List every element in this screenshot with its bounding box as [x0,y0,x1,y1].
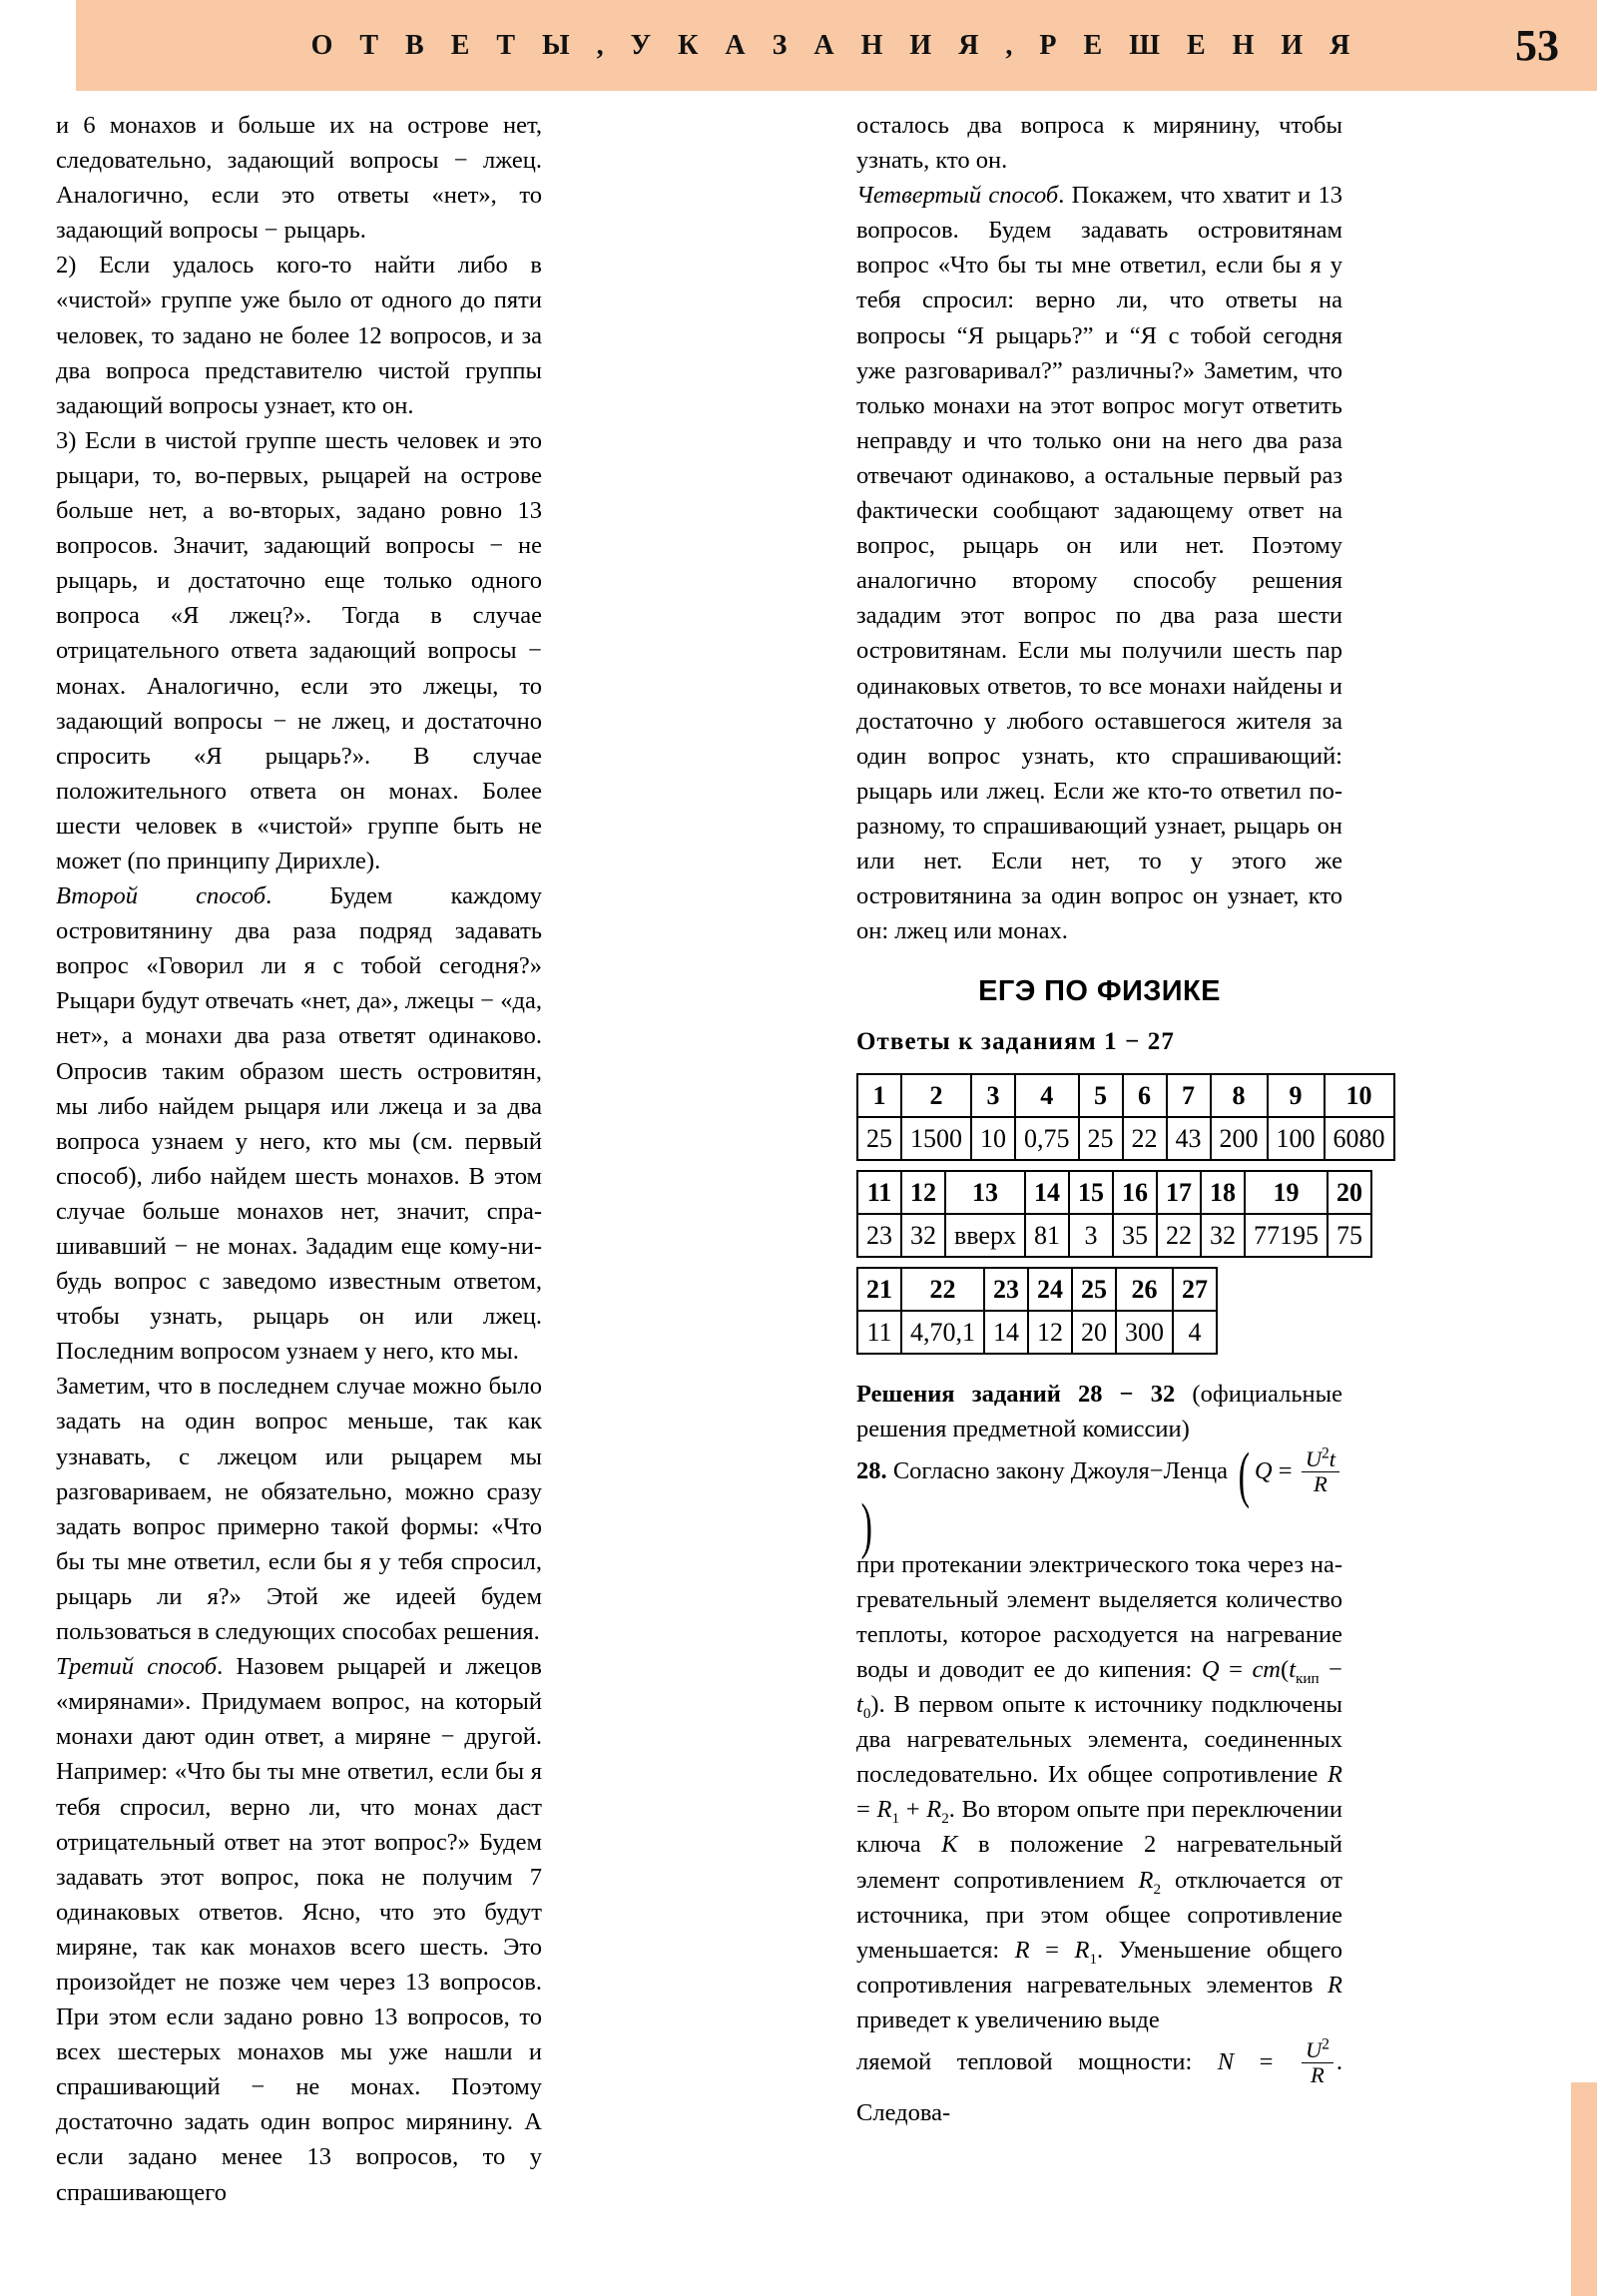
table-header-cell: 12 [901,1171,945,1214]
formula-r-symbol: R [1328,1971,1342,1999]
method-four-label: Четвертый способ [856,182,1059,210]
left-column [56,108,542,2210]
table-value-cell: 1500 [901,1117,971,1160]
solutions-heading-bold: Решения заданий 28 − 32 [856,1381,1176,1409]
table-row [857,1074,1394,1117]
table-value-cell: 81 [1025,1214,1069,1257]
table-value-cell: 25 [857,1117,901,1160]
method-two-text: . Будем каждому островитянину два раза подряд задавать вопрос «Говорил ли я с тобой сегодня?» Рыцари будут отвечать «нет, да», лжецы − «да, нет», а монахи два раза ответят одинаково. Опросив таким образом шесть островитян, мы либо найдем рыцаря или лжеца и за два вопроса узнаем у него, кто мы (см. первый способ), либо найдем шесть монахов. В этом случае больше монахов нет, значит, спрашивавший − не монах. Зададим еще кому-нибудь вопрос с заведомо известным ответом, чтобы узнать, рыцарь он или лжец. Последним вопросом узнаем у него, кто мы. [56,882,542,1366]
answers-heading: Ответы к заданиям 1 − 27 [856,1028,1175,1056]
table-value-cell: 77195 [1245,1214,1328,1257]
table-value-cell: 0,75 [1015,1117,1079,1160]
table-header-cell: 3 [971,1074,1015,1117]
item-28-body-b: ляемой тепловой мощности: N = $\frac{U^2}{R}$ . Следова- [856,2034,1342,2127]
table-value-cell: 10 [971,1117,1015,1160]
section-heading-ege-physics: ЕГЭ ПО ФИЗИКЕ [978,975,1221,1008]
item-28-number: 28. [856,1457,887,1485]
formula-r2: R [1138,1866,1154,1894]
table-value-cell: 12 [1028,1311,1072,1354]
table-value-cell: 75 [1328,1214,1371,1257]
table-header-cell: 1 [857,1074,901,1117]
table-value-cell: 25 [1079,1117,1123,1160]
table-value-cell: 22 [1123,1117,1167,1160]
table-header-cell: 11 [857,1171,901,1214]
table-row [857,1117,1394,1160]
formula-joule-lenz: Q [1254,1457,1273,1485]
formula-key-letter: K [941,1831,958,1859]
table-header-cell: 21 [857,1268,901,1311]
table-header-cell: 15 [1069,1171,1113,1214]
table-header-cell: 18 [1201,1171,1245,1214]
page-title: О Т В Е Т Ы , У К А З А Н И Я , Р Е Ш Е Н И Я [310,29,1360,61]
formula-resistance-series: R [1328,1761,1342,1789]
table-value-cell: 3 [1069,1214,1113,1257]
method-three-text: . Назовем рыцарей и лжецов «мирянами». Придумаем вопрос, на который монахи дают один ответ, а миряне − другой. Например: «Что бы ты мне ответил, если бы я тебя спросил, верно ли, что монах даст отрицательный ответ на этот вопрос?» Будем задавать этот вопрос, пока не получим 7 одинаковых ответов. Ясно, что это будут миряне, так как монахов всего шесть. Это произойдет не позже чем через 13 вопросов. При этом если задано ровно 13 вопросов, то всех шестерых монахов мы уже нашли и спрашивающий − не монах. Поэтому достаточно задать один вопрос мирянину. А если задано менее 13 вопросов, то у спрашивающего [56,1653,542,2206]
table-header-cell: 7 [1167,1074,1211,1117]
solutions-heading [856,1377,1342,1446]
method-two-paragraph [56,878,542,1369]
table-value-cell: 200 [1211,1117,1268,1160]
method-three-label: Третий способ [56,1653,218,1681]
table-value-cell: 35 [1113,1214,1157,1257]
paragraph: и 6 монахов и больше их на острове нет, следовательно, задающий вопросы − лжец. Аналогично, если это ответы «нет», то задающий вопросы − рыцарь. [56,112,542,245]
item-28-text-j: . Следова- [856,2047,1342,2127]
table-header-cell: 24 [1028,1268,1072,1311]
table-header-cell: 27 [1173,1268,1217,1311]
paragraph: 2) Если удалось кого-то найти либо в «чистой» группе уже было от одного до пяти человек, то задано не более 12 вопросов, и за два вопроса представителю чистой группы задающий вопросы узнает, кто он. [56,252,542,419]
fraction-u2t-over-r: $\frac{U^2t}{R}$ [1302,1447,1339,1497]
item-28-text-a: Согласно закону Джоуля−Ленца [886,1457,1229,1485]
table-value-cell: 14 [984,1311,1028,1354]
table-row [857,1311,1217,1354]
formula-resistance-second: R [1014,1936,1030,1964]
table-row [857,1268,1217,1311]
method-four-paragraph [856,178,1342,948]
item-28-text-h: приведет к увеличению выде [856,2006,1160,2033]
table-header-cell: 14 [1025,1171,1069,1214]
table-header-cell: 25 [1072,1268,1116,1311]
answers-table-1-10 [856,1073,1395,1161]
table-value-cell: 300 [1116,1311,1173,1354]
method-four-text: . Покажем, что хватит и 13 вопросов. Будем задавать островитянам вопрос «Что бы ты мне ответил, если бы я у тебя спросил: верно ли, что ответы на вопросы “Я рыцарь?” и “Я с тобой сегодня уже разговаривал?” различны?» Заметим, что только монахи на этот вопрос могут ответить неправду и что только они на него два раза отвечают одинаково, а остальные первый раз фактически сообщают задающему ответ на вопрос, рыцарь он или нет. Поэтому аналогично второму способу решения зададим этот вопрос по два раза шести островитянам. Если мы получили шесть пар одинаковых ответов, то все монахи найдены и достаточно у любого оставшегося жителя за один вопрос узнать, кто спрашивающий: рыцарь или лжец. Если же кто-то ответил по-разному, то спрашивающий узнает, рыцарь он или нет. Если нет, то у этого же островитянина за один вопрос он узнает, кто он: лжец или монах. [856,182,1342,945]
paragraph: Заметим, что в последнем случае можно было задать на один вопрос меньше, так как узнавать, с лжецом или рыцарем мы разговариваем, не обязательно, можно сразу задать вопрос примерно такой формы: «Что бы ты мне ответил, если бы я у тебя спросил, рыцарь ли я?» Этой же идеей будем пользоваться в следующих способах решения. [56,1373,542,1646]
item-28-intro: 28. Согласно закону Джоуля−Ленца ( Q = $\frac{U^2t}{R}$ ) [856,1446,1342,1546]
page-body [0,108,1597,2264]
table-row [857,1214,1371,1257]
item-28-text-d: . Во втором опыте при переключении ключа [856,1796,1342,1859]
table-header-cell: 6 [1123,1074,1167,1117]
table-header-cell: 16 [1113,1171,1157,1214]
left-paren-icon: ( [1238,1440,1251,1509]
table-header-cell: 5 [1079,1074,1123,1117]
item-28-text-i: ляемой тепловой мощности: [856,2047,1218,2075]
right-paren-icon: ) [860,1491,873,1560]
answers-table-21-27 [856,1267,1218,1355]
table-header-cell: 20 [1328,1171,1371,1214]
table-header-cell: 10 [1325,1074,1394,1117]
item-28-body-a: при протекании электрического тока через нагревательный элемент выделяется количество теплоты, которое расходуется на нагревание воды и доводит ее до кипения: $Q = cm(t_{кип} - t_0)$. В первом опыте к источнику подключены два нагревательных элемента, соединенных последовательно. Их общее сопротивление $R = R_1 + R_2$. Во втором опыте при переключении ключа K в положение 2 нагревательный элемент сопротивлением $R_2$ отключается от источника, при этом общее сопротивление уменьшается: $R = R_1$. Уменьшение общего сопротивления нагревательных элементов R приведет к увеличению выде [856,1550,1342,2033]
method-three-paragraph [56,1649,542,2210]
method-two-label: Второй способ [56,882,266,910]
table-header-cell: 17 [1157,1171,1201,1214]
table-value-cell: 100 [1268,1117,1325,1160]
right-column [856,108,1385,2137]
table-value-cell: 20 [1072,1311,1116,1354]
item-28-text-e: в положение 2 нагревательный элемент сопротивлением [856,1831,1342,1894]
formula-power: N [1217,2047,1235,2075]
table-header-cell: 4 [1015,1074,1079,1117]
fraction-u2-over-r: $\frac{U^2}{R}$ [1302,2038,1333,2088]
item-28-text-b: при протекании электрического тока через нагревательный элемент выделяется количество теплоты, которое расходуется на нагревание воды и доводит ее до кипения: [856,1550,1342,1683]
table-value-cell: 22 [1157,1214,1201,1257]
page-corner-mark [1571,2082,1597,2296]
table-value-cell: 32 [901,1214,945,1257]
table-row [857,1171,1371,1214]
answers-table-11-20 [856,1170,1372,1258]
paragraph: 3) Если в чистой группе шесть человек и это рыцари, то, во-первых, рыцарей на острове больше нет, а во-вторых, задано ровно 13 вопросов. Значит, задающий вопросы − не рыцарь, и достаточно еще только одного вопроса «Я лжец?». Тогда в случае отрицательного ответа задающий вопросы − монах. Аналогично, если это лжецы, то задающий вопросы − не лжец, и достаточно спросить «Я рыцарь?». В случае положительного ответа он монах. Более шести человек в «чистой» группе быть не может (по принципу Дирихле). [56,426,542,874]
table-header-cell: 8 [1211,1074,1268,1117]
item-28-text-f: отключается от источника, при этом общее сопротивление уменьшается: [856,1866,1342,1964]
table-header-cell: 2 [901,1074,971,1117]
table-value-cell: 6080 [1325,1117,1394,1160]
paragraph: осталось два вопроса к мирянину, чтобы узнать, кто он. [856,112,1342,175]
table-header-cell: 19 [1245,1171,1328,1214]
page-header-band [76,0,1597,91]
formula-heat: Q [1201,1655,1220,1683]
table-header-cell: 26 [1116,1268,1173,1311]
table-value-cell: 11 [857,1311,901,1354]
table-value-cell: 43 [1167,1117,1211,1160]
table-header-cell: 23 [984,1268,1028,1311]
table-header-cell: 9 [1268,1074,1325,1117]
table-value-cell: 23 [857,1214,901,1257]
solutions-heading-rest: (официальные решения предметной комиссии) [856,1381,1342,1443]
item-28-text-c: . В первом опыте к источнику подключены два нагревательных элемента, соединенных последовательно. Их общее сопротивление [856,1691,1342,1789]
table-value-cell: вверх [945,1214,1025,1257]
table-header-cell: 22 [901,1268,984,1311]
page-number: 53 [1515,21,1559,70]
item-28-text-g: . Уменьшение общего сопротивления нагревательных элементов [856,1936,1342,1999]
table-value-cell: 32 [1201,1214,1245,1257]
table-header-cell: 13 [945,1171,1025,1214]
table-value-cell: 4,70,1 [901,1311,984,1354]
table-value-cell: 4 [1173,1311,1217,1354]
